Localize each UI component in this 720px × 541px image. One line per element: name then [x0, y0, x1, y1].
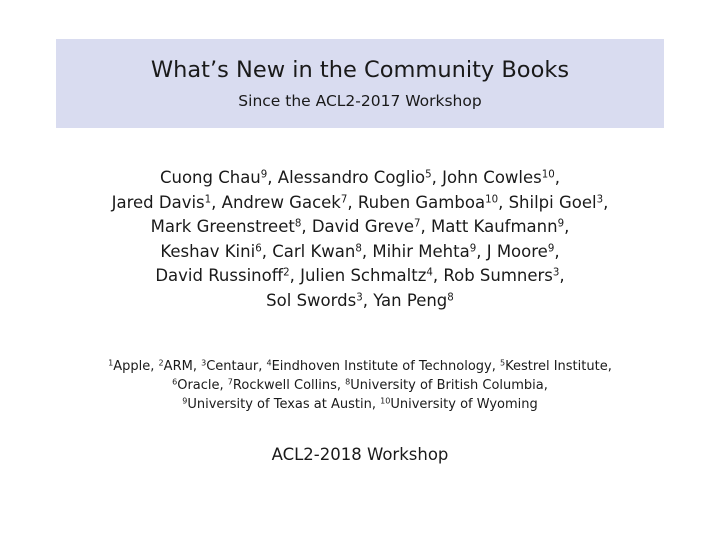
author-name: Sol Swords — [266, 290, 357, 310]
author-affiliation-mark: 9 — [260, 169, 268, 181]
author-affiliation-mark: 7 — [414, 218, 421, 230]
author-affiliation-mark: 1 — [204, 193, 212, 205]
author-separator: , — [211, 192, 222, 212]
author-affiliation-mark: 7 — [340, 193, 348, 205]
affiliation-line — [0, 357, 720, 376]
author-line — [0, 289, 720, 314]
affiliation-name: Centaur — [206, 359, 259, 374]
author-affiliation-mark: 8 — [355, 242, 362, 254]
author-name: Rob Sumners — [443, 266, 553, 285]
affiliation-number: 1 — [108, 358, 114, 368]
affiliation-line — [0, 376, 720, 395]
author-affiliation-mark: 10 — [541, 169, 555, 181]
author-affiliation-mark: 9 — [469, 242, 477, 254]
author-affiliation-mark: 10 — [485, 193, 499, 205]
author-line — [0, 264, 720, 289]
author-separator: , — [603, 192, 609, 212]
author-separator: , — [261, 241, 273, 261]
author-name: J Moore — [486, 241, 548, 261]
slide-title: What’s New in the Community Books — [150, 57, 570, 83]
affiliation-number: 5 — [500, 358, 506, 368]
author-name: David Greve — [311, 217, 415, 236]
author-separator: , — [420, 217, 432, 236]
author-affiliation-mark: 3 — [356, 291, 363, 303]
author-name: Mihir Mehta — [372, 241, 470, 261]
author-affiliation-mark: 5 — [425, 169, 432, 181]
affiliation-name: ARM — [163, 359, 193, 374]
affiliation-name: Eindhoven Institute of Technology — [271, 359, 492, 374]
author-line — [0, 191, 720, 216]
author-name: Matt Kaufmann — [431, 217, 558, 236]
author-line — [0, 166, 720, 191]
author-separator: , — [361, 241, 373, 261]
author-name: Ruben Gamboa — [357, 192, 486, 212]
author-line — [0, 215, 720, 240]
author-affiliation-mark: 6 — [255, 242, 262, 254]
author-name: Julien Schmaltz — [300, 266, 427, 285]
author-name: Mark Greenstreet — [150, 217, 295, 236]
affiliation-number: 8 — [345, 377, 351, 387]
author-name: Andrew Gacek — [221, 192, 341, 212]
author-separator: , — [431, 168, 443, 187]
author-affiliation-mark: 8 — [447, 291, 454, 303]
affiliation-list — [0, 357, 720, 414]
affiliation-number: 2 — [158, 358, 164, 368]
author-separator: , — [498, 192, 509, 212]
author-separator: , — [347, 192, 358, 212]
author-separator: , — [267, 168, 278, 187]
author-affiliation-mark: 3 — [596, 193, 604, 205]
affiliation-number: 4 — [266, 358, 272, 368]
affiliation-separator: , — [258, 359, 267, 374]
slide-subtitle: Since the ACL2-2017 Workshop — [238, 92, 482, 110]
affiliation-number: 10 — [380, 396, 391, 406]
author-name: John Cowles — [442, 168, 542, 187]
affiliation-name: Kestrel Institute — [505, 359, 608, 374]
affiliation-separator: , — [336, 378, 346, 393]
author-affiliation-mark: 3 — [552, 267, 560, 279]
affiliation-name: Oracle — [177, 378, 220, 393]
affiliation-line — [0, 395, 720, 414]
author-separator: , — [476, 241, 487, 261]
affiliation-number: 9 — [182, 396, 188, 406]
author-separator: , — [301, 217, 312, 236]
affiliation-name: University of Texas at Austin — [187, 397, 372, 412]
affiliation-name: Apple — [113, 359, 151, 374]
author-affiliation-mark: 4 — [426, 267, 433, 279]
author-affiliation-mark: 9 — [547, 242, 555, 254]
affiliation-separator: , — [607, 359, 612, 374]
affiliation-number: 6 — [172, 377, 178, 387]
author-name: Carl Kwan — [272, 241, 356, 261]
author-name: Cuong Chau — [159, 168, 261, 187]
title-block — [56, 39, 664, 128]
author-name: Yan Peng — [373, 290, 448, 310]
author-line — [0, 240, 720, 265]
author-separator: , — [554, 241, 560, 261]
author-affiliation-mark: 9 — [557, 218, 565, 230]
affiliation-separator: , — [543, 378, 548, 393]
author-separator: , — [432, 266, 444, 285]
author-affiliation-mark: 8 — [294, 218, 302, 230]
author-list — [0, 166, 720, 313]
author-separator: , — [289, 266, 301, 285]
affiliation-separator: , — [491, 359, 501, 374]
author-name: Jared Davis — [111, 192, 205, 212]
affiliation-separator: , — [150, 359, 159, 374]
affiliation-separator: , — [192, 359, 202, 374]
affiliation-name: Rockwell Collins — [232, 378, 337, 393]
author-name: Keshav Kini — [160, 241, 256, 261]
author-separator: , — [554, 168, 561, 187]
affiliation-separator: , — [371, 397, 381, 412]
author-name: David Russinoff — [155, 266, 284, 285]
author-separator: , — [559, 266, 565, 285]
affiliation-name: University of Wyoming — [390, 397, 538, 412]
affiliation-separator: , — [219, 378, 228, 393]
author-name: Alessandro Coglio — [277, 168, 426, 187]
author-affiliation-mark: 2 — [283, 267, 290, 279]
author-name: Shilpi Goel — [508, 192, 597, 212]
affiliation-number: 7 — [227, 377, 233, 387]
affiliation-number: 3 — [201, 358, 207, 368]
affiliation-name: University of British Columbia — [350, 378, 544, 393]
author-separator: , — [564, 217, 570, 236]
event-name: ACL2-2018 Workshop — [271, 445, 449, 464]
author-separator: , — [362, 290, 374, 310]
